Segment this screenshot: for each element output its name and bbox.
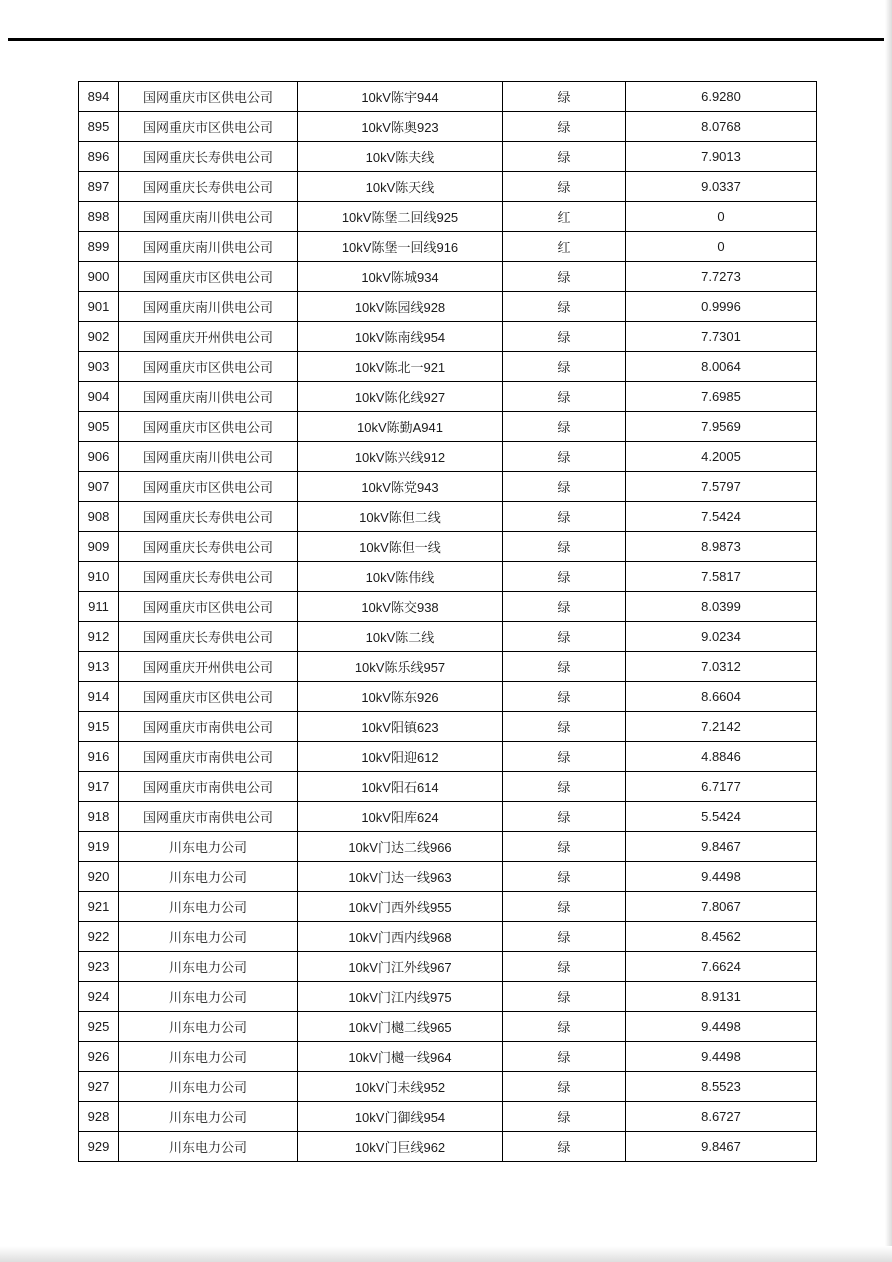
cell-line-name: 10kV门御线954: [298, 1102, 503, 1132]
cell-company: 国网重庆南川供电公司: [119, 292, 298, 322]
cell-line-name: 10kV陈园线928: [298, 292, 503, 322]
table-row: [79, 472, 817, 502]
cell-row-number: 902: [79, 322, 119, 352]
cell-status: 绿: [503, 502, 626, 532]
cell-company: 国网重庆南川供电公司: [119, 232, 298, 262]
cell-status: 绿: [503, 1012, 626, 1042]
cell-value: 7.9013: [626, 142, 817, 172]
cell-line-name: 10kV陈勤A941: [298, 412, 503, 442]
cell-status: 绿: [503, 382, 626, 412]
cell-company: 川东电力公司: [119, 892, 298, 922]
cell-line-name: 10kV陈宇944: [298, 82, 503, 112]
cell-row-number: 923: [79, 952, 119, 982]
cell-status: 绿: [503, 172, 626, 202]
cell-status: 绿: [503, 622, 626, 652]
cell-line-name: 10kV陈伟线: [298, 562, 503, 592]
cell-company: 国网重庆市南供电公司: [119, 802, 298, 832]
table-row: [79, 232, 817, 262]
cell-line-name: 10kV门西外线955: [298, 892, 503, 922]
cell-company: 川东电力公司: [119, 922, 298, 952]
cell-row-number: 898: [79, 202, 119, 232]
cell-status: 绿: [503, 442, 626, 472]
table-row: [79, 802, 817, 832]
cell-status: 绿: [503, 412, 626, 442]
cell-company: 国网重庆市区供电公司: [119, 82, 298, 112]
cell-company: 川东电力公司: [119, 1012, 298, 1042]
cell-company: 川东电力公司: [119, 982, 298, 1012]
cell-line-name: 10kV陈天线: [298, 172, 503, 202]
cell-line-name: 10kV阳石614: [298, 772, 503, 802]
cell-row-number: 920: [79, 862, 119, 892]
cell-row-number: 925: [79, 1012, 119, 1042]
cell-status: 绿: [503, 262, 626, 292]
cell-line-name: 10kV陈二线: [298, 622, 503, 652]
table-row: [79, 832, 817, 862]
cell-value: 7.2142: [626, 712, 817, 742]
cell-row-number: 919: [79, 832, 119, 862]
cell-line-name: 10kV陈南线954: [298, 322, 503, 352]
cell-company: 国网重庆长寿供电公司: [119, 172, 298, 202]
cell-row-number: 917: [79, 772, 119, 802]
cell-row-number: 897: [79, 172, 119, 202]
cell-status: 绿: [503, 562, 626, 592]
cell-value: 8.9873: [626, 532, 817, 562]
table-row: [79, 892, 817, 922]
cell-company: 国网重庆市南供电公司: [119, 712, 298, 742]
table-row: [79, 682, 817, 712]
cell-line-name: 10kV门达二线966: [298, 832, 503, 862]
cell-row-number: 929: [79, 1132, 119, 1162]
cell-row-number: 926: [79, 1042, 119, 1072]
cell-status: 绿: [503, 1132, 626, 1162]
cell-status: 绿: [503, 292, 626, 322]
cell-status: 绿: [503, 982, 626, 1012]
cell-row-number: 907: [79, 472, 119, 502]
cell-row-number: 922: [79, 922, 119, 952]
table-row: [79, 1072, 817, 1102]
table-row: [79, 322, 817, 352]
table-row: [79, 712, 817, 742]
cell-row-number: 895: [79, 112, 119, 142]
cell-status: 绿: [503, 772, 626, 802]
cell-value: 9.4498: [626, 862, 817, 892]
table-body: [79, 82, 817, 1162]
cell-company: 川东电力公司: [119, 1102, 298, 1132]
cell-row-number: 909: [79, 532, 119, 562]
cell-status: 绿: [503, 712, 626, 742]
cell-line-name: 10kV陈奥923: [298, 112, 503, 142]
cell-status: 绿: [503, 592, 626, 622]
table-row: [79, 922, 817, 952]
cell-line-name: 10kV陈化线927: [298, 382, 503, 412]
cell-value: 8.0064: [626, 352, 817, 382]
cell-status: 绿: [503, 892, 626, 922]
cell-company: 川东电力公司: [119, 952, 298, 982]
cell-line-name: 10kV阳镇623: [298, 712, 503, 742]
cell-company: 国网重庆长寿供电公司: [119, 562, 298, 592]
cell-status: 红: [503, 232, 626, 262]
table-row: [79, 412, 817, 442]
table-row: [79, 652, 817, 682]
table-row: [79, 1132, 817, 1162]
cell-line-name: 10kV陈但二线: [298, 502, 503, 532]
cell-value: 9.0234: [626, 622, 817, 652]
table-row: [79, 502, 817, 532]
cell-status: 红: [503, 202, 626, 232]
table-row: [79, 592, 817, 622]
cell-company: 国网重庆市区供电公司: [119, 472, 298, 502]
cell-status: 绿: [503, 472, 626, 502]
cell-row-number: 896: [79, 142, 119, 172]
cell-row-number: 910: [79, 562, 119, 592]
table-row: [79, 772, 817, 802]
cell-row-number: 906: [79, 442, 119, 472]
cell-company: 国网重庆市区供电公司: [119, 262, 298, 292]
cell-line-name: 10kV门巨线962: [298, 1132, 503, 1162]
cell-row-number: 927: [79, 1072, 119, 1102]
cell-row-number: 905: [79, 412, 119, 442]
cell-value: 7.5817: [626, 562, 817, 592]
table-row: [79, 1042, 817, 1072]
cell-value: 7.7301: [626, 322, 817, 352]
cell-line-name: 10kV门未线952: [298, 1072, 503, 1102]
cell-company: 川东电力公司: [119, 1132, 298, 1162]
table-row: [79, 862, 817, 892]
table-row: [79, 562, 817, 592]
cell-status: 绿: [503, 1072, 626, 1102]
cell-company: 国网重庆市南供电公司: [119, 742, 298, 772]
table-row: [79, 742, 817, 772]
cell-status: 绿: [503, 832, 626, 862]
cell-line-name: 10kV陈但一线: [298, 532, 503, 562]
power-line-table: [78, 81, 817, 1162]
cell-line-name: 10kV阳库624: [298, 802, 503, 832]
cell-company: 国网重庆市区供电公司: [119, 592, 298, 622]
cell-company: 国网重庆长寿供电公司: [119, 532, 298, 562]
cell-row-number: 901: [79, 292, 119, 322]
cell-value: 8.0399: [626, 592, 817, 622]
cell-line-name: 10kV陈兴线912: [298, 442, 503, 472]
cell-value: 9.4498: [626, 1042, 817, 1072]
cell-status: 绿: [503, 862, 626, 892]
cell-line-name: 10kV门西内线968: [298, 922, 503, 952]
cell-row-number: 899: [79, 232, 119, 262]
cell-line-name: 10kV陈东926: [298, 682, 503, 712]
cell-status: 绿: [503, 82, 626, 112]
cell-company: 国网重庆南川供电公司: [119, 442, 298, 472]
cell-value: 8.6727: [626, 1102, 817, 1132]
table-row: [79, 352, 817, 382]
cell-row-number: 903: [79, 352, 119, 382]
cell-company: 国网重庆长寿供电公司: [119, 502, 298, 532]
cell-line-name: 10kV门樾二线965: [298, 1012, 503, 1042]
cell-company: 国网重庆开州供电公司: [119, 652, 298, 682]
cell-line-name: 10kV陈夫线: [298, 142, 503, 172]
scan-edge-bottom: [0, 1246, 892, 1262]
cell-company: 国网重庆市区供电公司: [119, 682, 298, 712]
cell-value: 9.4498: [626, 1012, 817, 1042]
table-row: [79, 442, 817, 472]
cell-line-name: 10kV陈党943: [298, 472, 503, 502]
cell-row-number: 921: [79, 892, 119, 922]
page-header-rule: [8, 38, 884, 41]
cell-status: 绿: [503, 952, 626, 982]
cell-company: 国网重庆南川供电公司: [119, 202, 298, 232]
cell-value: 0: [626, 202, 817, 232]
table-row: [79, 202, 817, 232]
cell-value: 0.9996: [626, 292, 817, 322]
cell-row-number: 916: [79, 742, 119, 772]
cell-row-number: 915: [79, 712, 119, 742]
cell-value: 9.0337: [626, 172, 817, 202]
cell-status: 绿: [503, 532, 626, 562]
cell-line-name: 10kV陈乐线957: [298, 652, 503, 682]
cell-value: 7.5797: [626, 472, 817, 502]
cell-company: 国网重庆长寿供电公司: [119, 622, 298, 652]
cell-row-number: 918: [79, 802, 119, 832]
cell-status: 绿: [503, 652, 626, 682]
cell-status: 绿: [503, 142, 626, 172]
cell-row-number: 908: [79, 502, 119, 532]
cell-value: 9.8467: [626, 832, 817, 862]
cell-line-name: 10kV门江内线975: [298, 982, 503, 1012]
table-row: [79, 112, 817, 142]
cell-line-name: 10kV陈交938: [298, 592, 503, 622]
cell-value: 5.5424: [626, 802, 817, 832]
cell-value: 7.8067: [626, 892, 817, 922]
cell-company: 川东电力公司: [119, 862, 298, 892]
table-row: [79, 982, 817, 1012]
cell-value: 7.7273: [626, 262, 817, 292]
cell-value: 8.9131: [626, 982, 817, 1012]
cell-status: 绿: [503, 352, 626, 382]
cell-company: 国网重庆市南供电公司: [119, 772, 298, 802]
cell-status: 绿: [503, 922, 626, 952]
cell-line-name: 10kV门樾一线964: [298, 1042, 503, 1072]
cell-value: 6.7177: [626, 772, 817, 802]
cell-line-name: 10kV门江外线967: [298, 952, 503, 982]
table-row: [79, 622, 817, 652]
cell-company: 川东电力公司: [119, 832, 298, 862]
cell-status: 绿: [503, 322, 626, 352]
cell-status: 绿: [503, 802, 626, 832]
cell-company: 国网重庆市区供电公司: [119, 352, 298, 382]
table-row: [79, 1102, 817, 1132]
table-row: [79, 82, 817, 112]
cell-row-number: 912: [79, 622, 119, 652]
cell-company: 国网重庆南川供电公司: [119, 382, 298, 412]
cell-line-name: 10kV陈堡一回线916: [298, 232, 503, 262]
cell-value: 8.4562: [626, 922, 817, 952]
cell-value: 7.6985: [626, 382, 817, 412]
cell-row-number: 913: [79, 652, 119, 682]
cell-value: 4.8846: [626, 742, 817, 772]
cell-value: 6.9280: [626, 82, 817, 112]
cell-company: 国网重庆市区供电公司: [119, 112, 298, 142]
cell-value: 8.0768: [626, 112, 817, 142]
cell-row-number: 911: [79, 592, 119, 622]
cell-row-number: 928: [79, 1102, 119, 1132]
cell-status: 绿: [503, 742, 626, 772]
table-row: [79, 952, 817, 982]
cell-line-name: 10kV陈堡二回线925: [298, 202, 503, 232]
cell-company: 国网重庆开州供电公司: [119, 322, 298, 352]
cell-status: 绿: [503, 682, 626, 712]
cell-value: 4.2005: [626, 442, 817, 472]
table-row: [79, 532, 817, 562]
cell-value: 7.9569: [626, 412, 817, 442]
table-row: [79, 142, 817, 172]
table-row: [79, 262, 817, 292]
table-row: [79, 1012, 817, 1042]
table-row: [79, 292, 817, 322]
cell-row-number: 924: [79, 982, 119, 1012]
cell-row-number: 904: [79, 382, 119, 412]
cell-line-name: 10kV陈北一921: [298, 352, 503, 382]
table-row: [79, 382, 817, 412]
cell-line-name: 10kV门达一线963: [298, 862, 503, 892]
cell-value: 7.5424: [626, 502, 817, 532]
cell-line-name: 10kV陈城934: [298, 262, 503, 292]
cell-status: 绿: [503, 112, 626, 142]
cell-value: 8.5523: [626, 1072, 817, 1102]
cell-row-number: 900: [79, 262, 119, 292]
cell-line-name: 10kV阳迎612: [298, 742, 503, 772]
cell-company: 国网重庆市区供电公司: [119, 412, 298, 442]
scan-edge-right: [885, 0, 892, 1262]
table-row: [79, 172, 817, 202]
cell-company: 国网重庆长寿供电公司: [119, 142, 298, 172]
cell-status: 绿: [503, 1102, 626, 1132]
cell-value: 9.8467: [626, 1132, 817, 1162]
cell-company: 川东电力公司: [119, 1072, 298, 1102]
cell-value: 7.0312: [626, 652, 817, 682]
cell-value: 0: [626, 232, 817, 262]
cell-value: 8.6604: [626, 682, 817, 712]
cell-row-number: 894: [79, 82, 119, 112]
cell-row-number: 914: [79, 682, 119, 712]
cell-status: 绿: [503, 1042, 626, 1072]
cell-company: 川东电力公司: [119, 1042, 298, 1072]
cell-value: 7.6624: [626, 952, 817, 982]
